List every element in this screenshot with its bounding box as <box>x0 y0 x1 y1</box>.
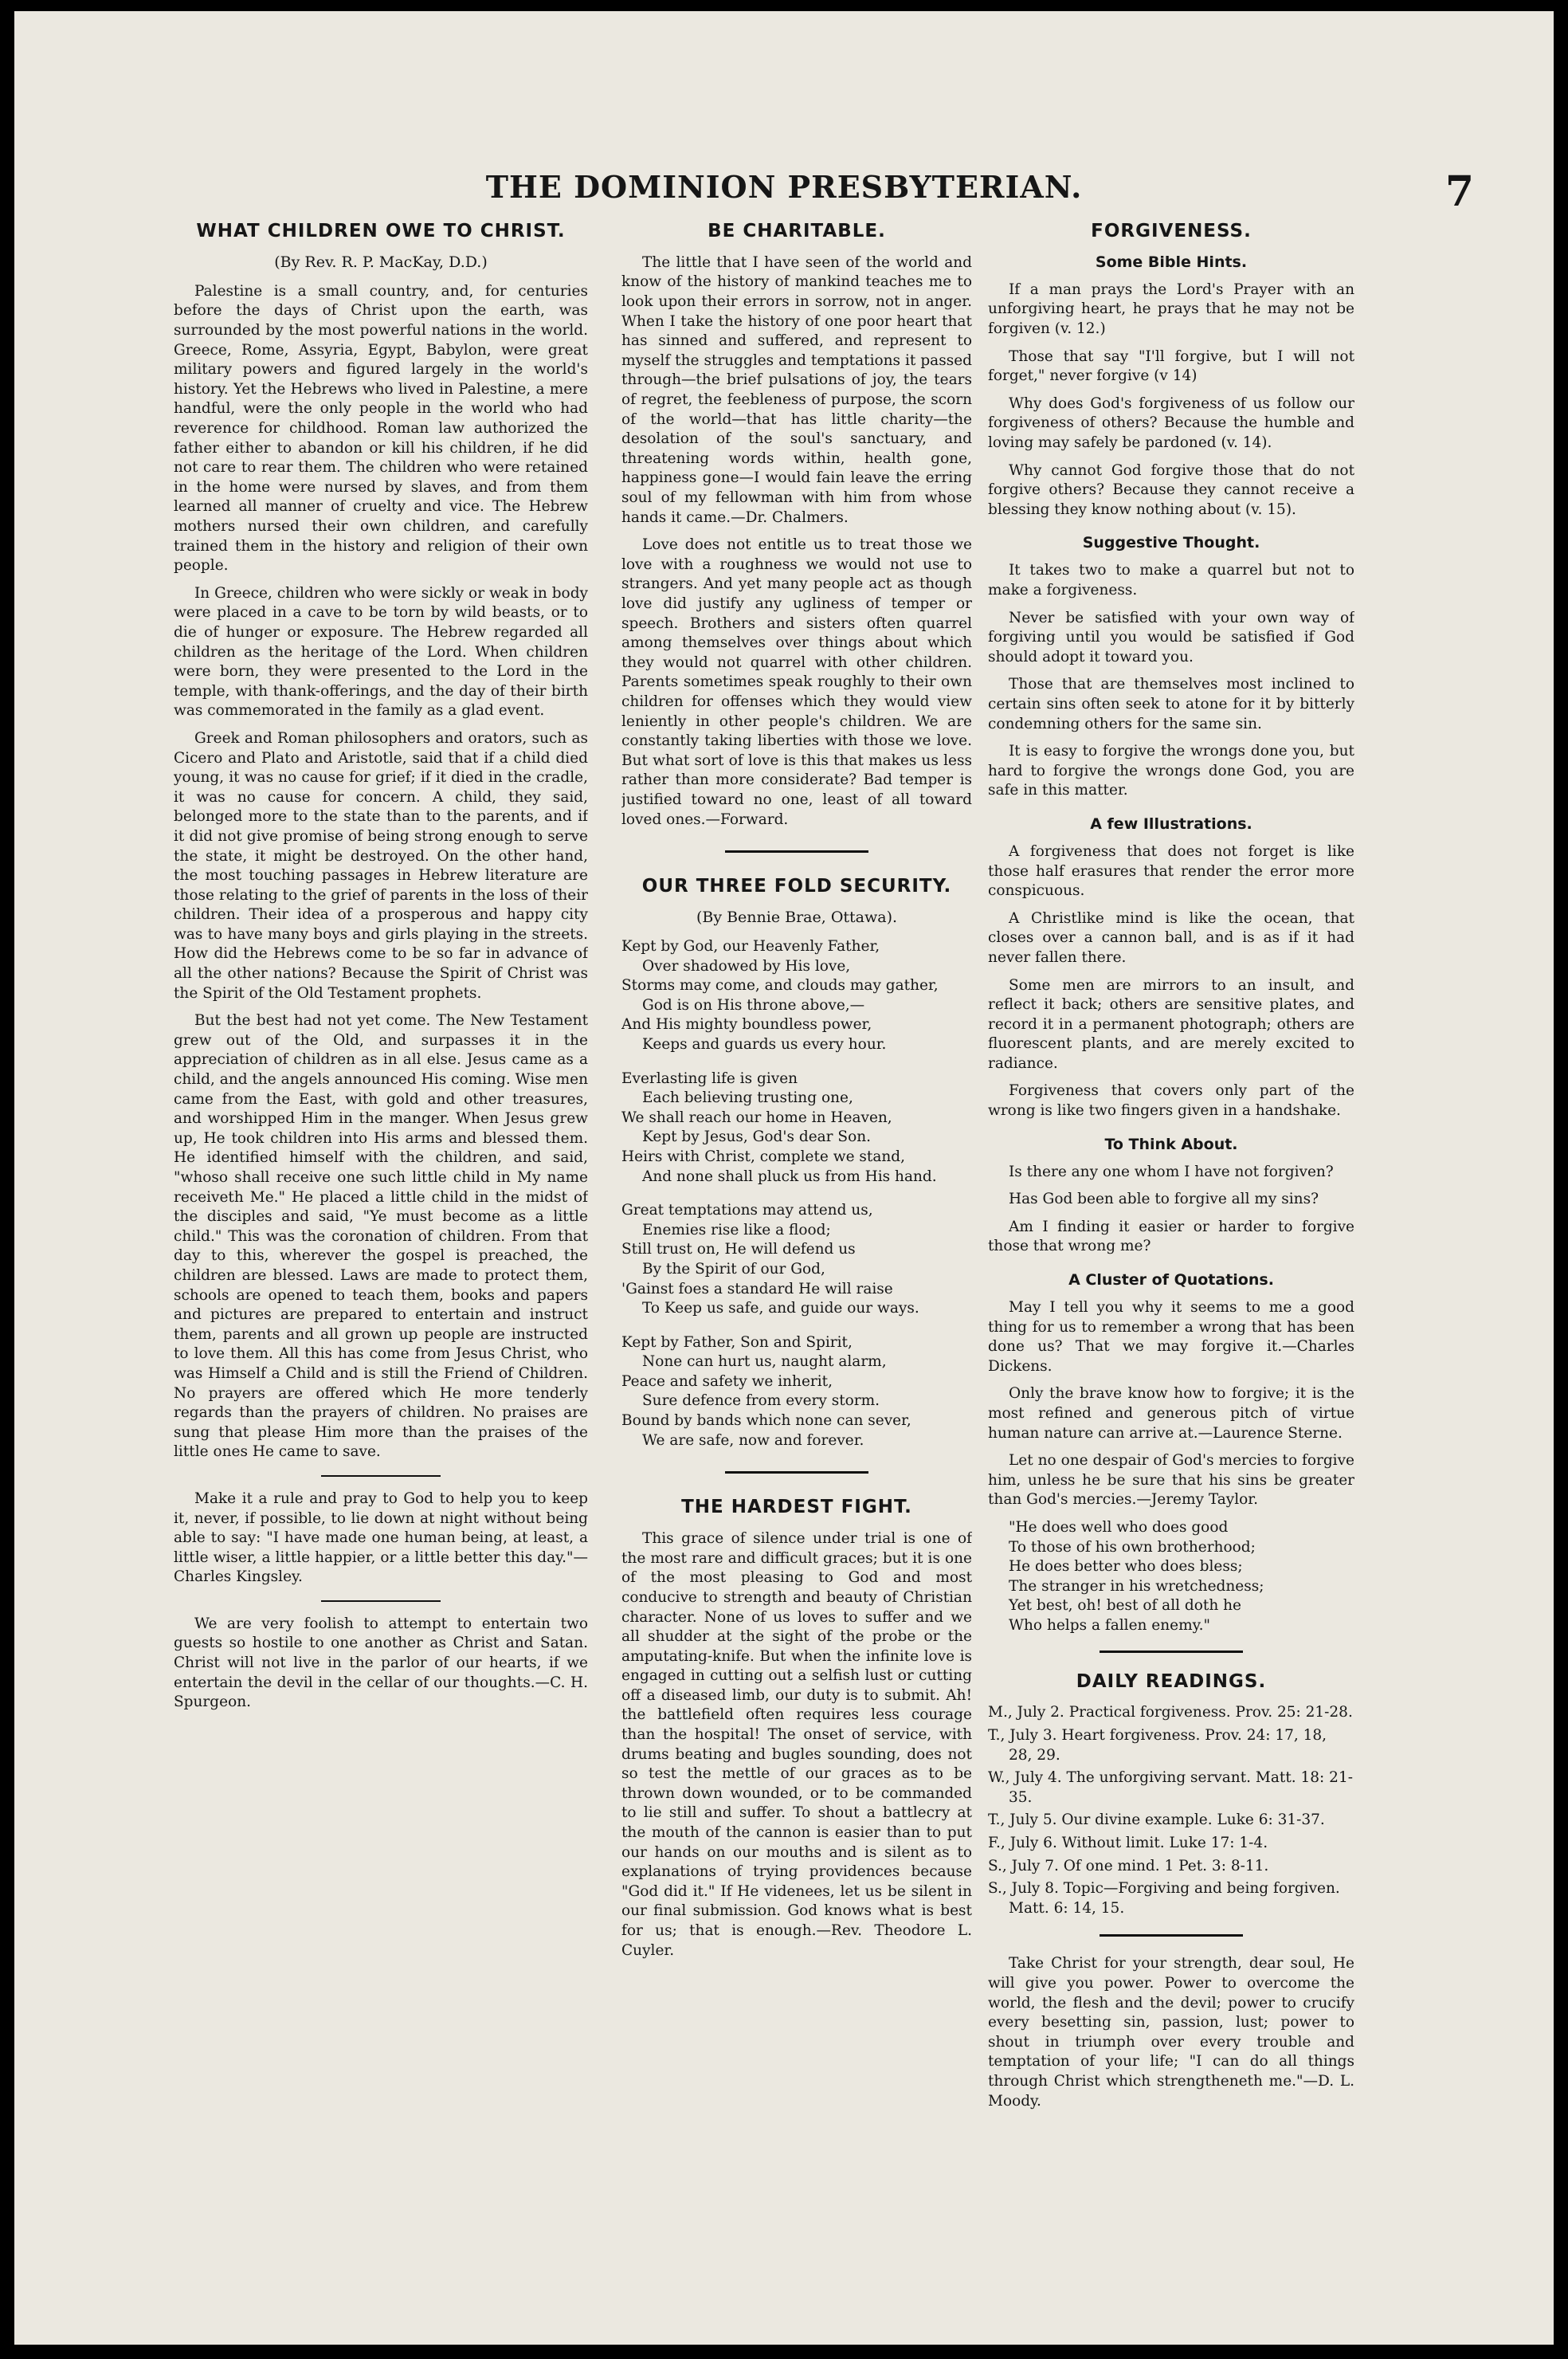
newspaper-page <box>14 11 1554 2345</box>
divider <box>725 1471 868 1474</box>
paragraph: Those that say "I'll forgive, but I will not forget," never forgive (v 14) <box>988 347 1354 385</box>
poem-line: Heirs with Christ, complete we stand, <box>621 1148 905 1165</box>
masthead: THE DOMINION PRESBYTERIAN. <box>485 169 1083 205</box>
reading-item: T., July 5. Our divine example. Luke 6: 31-37. <box>988 1811 1325 1829</box>
subheading-bible-hints: Some Bible Hints. <box>1095 253 1248 271</box>
verse-line: Who helps a fallen enemy." <box>1009 1616 1211 1634</box>
paragraph: Forgiveness that covers only part of the wrong is like two fingers given in a handshake. <box>988 1082 1354 1120</box>
verse-line: Yet best, oh! best of all doth he <box>1009 1597 1241 1615</box>
paragraph: A Christlike mind is like the ocean, that closes over a cannon ball, and is as if it had never fallen there. <box>988 909 1354 966</box>
paragraph: It takes two to make a quarrel but not to make a forgiveness. <box>988 562 1354 599</box>
poem-stanza <box>621 1070 972 1187</box>
poem-stanza <box>621 937 972 1055</box>
poem-title: OUR THREE FOLD SECURITY. <box>641 876 952 897</box>
poem-line: Bound by bands which none can sever, <box>621 1412 911 1430</box>
poem-stanza <box>621 1333 972 1451</box>
poem-line: Storms may come, and clouds may gather, <box>621 977 939 995</box>
poem-line: Everlasting life is given <box>621 1070 798 1087</box>
reading-item: W., July 4. The unforgiving servant. Matt. 18: 21-35. <box>988 1769 1353 1806</box>
paragraph: But the best had not yet come. The New Testament grew out of the Old, and surpasses it in the appreciation of children as in all else. Jesus came as a child, and the angels announced His coming. Wise men came from the East, with gold and other treasures, and worshipped Him in the manger. When Jesus grew up, He took children into His arms and blessed them. He identified himself with the children, and said, "whoso shall receive one such little child in My name receiveth Me." He placed a little child in the midst of the disciples and said, "Ye must become as a little child." This was the coronation of children. From that day to this, wherever the gospel is preached, the children are blessed. Laws are made to protect them, schools are opened to teach them, books and papers and pictures are prepared to entertain and instruct them, parents and all grown up people are instructed to love them. All this has come from Jesus Christ, who was Himself a Child and is still the Friend of Children. No prayers are offered which He more tenderly regards than the prayers of children. No praises are sung that please Him more than the praises of the little ones He came to save. <box>174 1012 588 1461</box>
poem-line: None can hurt us, naught alarm, <box>642 1353 887 1371</box>
divider <box>321 1600 441 1602</box>
poem-line: We are safe, now and forever. <box>642 1431 864 1449</box>
article-title-charitable: BE CHARITABLE. <box>708 221 886 241</box>
page-number: 7 <box>1445 167 1474 216</box>
paragraph: Let no one despair of God's mercies to forgive him, unless he be sure that his sins be greater than God's mercies.—Jeremy Taylor. <box>988 1452 1354 1509</box>
poem-line: Kept by Father, Son and Spirit, <box>621 1333 853 1351</box>
reading-item: T., July 3. Heart forgiveness. Prov. 24: 17, 18, 28, 29. <box>988 1727 1327 1764</box>
paragraph: If a man prays the Lord's Prayer with an unforgiving heart, he prays that he may not be forgiven (v. 12.) <box>988 281 1354 338</box>
poem-line: By the Spirit of our God, <box>642 1260 825 1278</box>
closing-quote-moody: Take Christ for your strength, dear soul, He will give you power. Power to overcome the world, the flesh and the devil; power to crucify every besetting sin, passion, lust; power to shout in triumph over every trouble and temptation of your life; "I can do all things through Christ which strengtheneth me."—D. L. Moody. <box>988 1955 1354 2110</box>
subheading-suggestive-thought: Suggestive Thought. <box>1082 534 1260 552</box>
paragraph: A forgiveness that does not forget is like those half erasures that render the error more conspicuous. <box>988 842 1354 900</box>
divider <box>321 1475 441 1477</box>
article-title-children: WHAT CHILDREN OWE TO CHRIST. <box>196 221 566 241</box>
poem-line: We shall reach our home in Heaven, <box>621 1109 892 1126</box>
byline-brae: (By Bennie Brae, Ottawa). <box>696 909 898 926</box>
paragraph: It is easy to forgive the wrongs done you, but hard to forgive the wrongs done God, you are safe in this matter. <box>988 743 1354 799</box>
quote-kingsley: Make it a rule and pray to God to help you to keep it, never, if possible, to lie down at night without being able to say: "I have made one human being, at least, a little wiser, a little happier, or a little better this day."—Charles Kingsley. <box>174 1490 588 1586</box>
paragraph: Never be satisfied with your own way of forgiving until you would be satisfied if God should adopt it toward you. <box>988 609 1354 665</box>
column-left <box>174 220 588 1721</box>
quote-spurgeon: We are very foolish to attempt to entertain two guests so hostile to one another as Christ and Satan. Christ will not live in the parlor of our hearts, if we entertain the devil in the cellar of our thoughts.—C. H. Spurgeon. <box>174 1615 588 1711</box>
poem-line: Enemies rise like a flood; <box>642 1221 831 1238</box>
paragraph: In Greece, children who were sickly or weak in body were placed in a cave to be torn by wild beasts, or to die of hunger or exposure. The Hebrew regarded all children as the heritage of the Lord. When children were born, they were presented to the Lord in the temple, with thank-offerings, and the day of their birth was commemorated in the family as a glad event. <box>174 584 588 720</box>
paragraph: Why does God's forgiveness of us follow our forgiveness of others? Because the humble and loving may safely be pardoned (v. 14). <box>988 394 1354 452</box>
article-title-hardest-fight: THE HARDEST FIGHT. <box>681 1497 912 1518</box>
verse-line: The stranger in his wretchedness; <box>1009 1577 1264 1595</box>
column-middle <box>621 220 972 1968</box>
verse-line: "He does well who does good <box>1009 1518 1229 1536</box>
reading-item: S., July 7. Of one mind. 1 Pet. 3: 8-11. <box>988 1857 1269 1874</box>
paragraph: Palestine is a small country, and, for centuries before the days of Christ upon the earth, was surrounded by the most powerful nations in the world. Greece, Rome, Assyria, Egypt, Babylon, were great military powers and figured largely in the world's history. Yet the Hebrews who lived in Palestine, a mere handful, were the only people in the world who had reverence for childhood. Roman law authorized the father either to abandon or kill his children, if he did not care to rear them. The children who were retained in the home were nursed by slaves, and from them learned all manner of cruelty and vice. The Hebrew mothers nursed their own children, and carefully trained them in the history and religion of their own people. <box>174 282 588 575</box>
poem-line: Kept by Jesus, God's dear Son. <box>642 1128 872 1146</box>
column-right <box>988 220 1354 2119</box>
poem-stanza <box>621 1201 972 1319</box>
divider <box>1100 1651 1243 1653</box>
poem-line: And none shall pluck us from His hand. <box>642 1168 937 1185</box>
paragraph: Some men are mirrors to an insult, and reflect it back; others are sensitive plates, and record it in a permanent photograph; others are fluorescent plants, and are merely excited to radiance. <box>988 976 1354 1072</box>
subheading-think-about: To Think About. <box>1104 1135 1238 1153</box>
poem-line: Sure defence from every storm. <box>642 1392 880 1410</box>
poem-line: To Keep us safe, and guide our ways. <box>642 1300 919 1317</box>
poem-line: 'Gainst foes a standard He will raise <box>621 1280 893 1297</box>
verse <box>988 1518 1354 1636</box>
subheading-quotations: A Cluster of Quotations. <box>1068 1271 1274 1289</box>
paragraph: Greek and Roman philosophers and orators, such as Cicero and Plato and Aristotle, said that if a child died young, it was no cause for grief; if it died in the cradle, it was no cause for concern. A child, they said, belonged more to the state than to the parents, and if it did not give promise of being strong enough to serve the state, it might be destroyed. On the other hand, the most touching passages in Hebrew literature are those relating to the grief of parents in the loss of their children. Their idea of a prosperous and happy city was to have many boys and girls playing in the streets. How did the Hebrews come to be so far in advance of all the other nations? Because the Spirit of Christ was the Spirit of the Old Testament prophets. <box>174 729 588 1002</box>
poem-line: Over shadowed by His love, <box>642 957 851 975</box>
article-title-daily-readings: DAILY READINGS. <box>1076 1670 1267 1692</box>
paragraph: Only the brave know how to forgive; it is the most refined and generous pitch of virtue human nature can arrive at.—Laurence Sterne. <box>988 1385 1354 1442</box>
poem-line: And His mighty boundless power, <box>621 1016 872 1034</box>
subheading-illustrations: A few Illustrations. <box>1090 814 1252 833</box>
divider <box>725 850 868 853</box>
paragraph: Those that are themselves most inclined to certain sins often seek to atone for it by bitterly condemning others for the same sin. <box>988 676 1354 732</box>
poem-line: Peace and safety we inherit, <box>621 1372 833 1390</box>
poem-line: Great temptations may attend us, <box>621 1202 873 1219</box>
divider <box>1100 1934 1243 1937</box>
byline-mackay: (By Rev. R. P. MacKay, D.D.) <box>274 253 488 271</box>
paragraph: Has God been able to forgive all my sins? <box>1009 1191 1319 1208</box>
reading-item: M., July 2. Practical forgiveness. Prov. 25: 21-28. <box>988 1704 1353 1721</box>
paragraph: Love does not entitle us to treat those we love with a roughness we would not use to strangers. And yet many people act as though love did justify any ugliness of temper or speech. Brothers and sisters often quarrel among themselves over things about which they would not quarrel with other children. Parents sometimes speak roughly to their own children for offenses which they would view leniently in other people's children. We are constantly taking liberties with those we love. But what sort of love is this that makes us less rather than more considerate? Bad temper is justified toward no one, least of all toward loved ones.—Forward. <box>621 536 972 828</box>
reading-item: F., July 6. Without limit. Luke 17: 1-4. <box>988 1835 1268 1851</box>
paragraph: Am I finding it easier or harder to forgive those that wrong me? <box>988 1218 1354 1255</box>
verse-line: He does better who does bless; <box>1009 1558 1243 1576</box>
paragraph: This grace of silence under trial is one of the most rare and difficult graces; but it is one of the most pleasing to God and most conducive to strength and beauty of Christian character. None of us loves to suffer and we all shudder at the sight of the probe or the amputating-knife. But when the infinite love is engaged in cutting out a selfish lust or cutting off a diseased limb, our duty is to submit. Ah! the battlefield often requires less courage than the hospital! The onset of service, with drums beating and bugles sounding, does not so test the mettle of our graces as to be thrown down wounded, or to be commanded to lie still and suffer. To shout a battlecry at the mouth of the cannon is easier than to put our hands on our mouths and is silent as to explanations of trying providences because "God did it." If He videnees, let us be silent in our final submission. God knows what is best for us; that is enough.—Rev. Theodore L. Cuyler. <box>621 1530 972 1959</box>
reading-item: S., July 8. Topic—Forgiving and being forgiven. Matt. 6: 14, 15. <box>988 1880 1340 1917</box>
paragraph: Why cannot God forgive those that do not forgive others? Because they cannot receive a blessing they know nothing about (v. 15). <box>988 461 1354 518</box>
verse-line: To those of his own brotherhood; <box>1009 1538 1256 1556</box>
poem-line: God is on His throne above,— <box>642 996 865 1014</box>
poem-line: Keeps and guards us every hour. <box>642 1035 887 1053</box>
paragraph: The little that I have seen of the world and know of the history of mankind teaches me to look upon their errors in sorrow, not in anger. When I take the history of one poor heart that has sinned and suffered, and represent to myself the struggles and temptations it passed through—the brief pulsations of joy, the tears of regret, the feebleness of purpose, the scorn of the world—that has little charity—the desolation of the soul's sanctuary, and threatening words within, health gone, happiness gone—I would fain leave the erring soul of my fellowman with him from whose hands it came.—Dr. Chalmers. <box>621 253 972 526</box>
article-title-forgiveness: FORGIVENESS. <box>1091 221 1252 241</box>
paragraph: Is there any one whom I have not forgiven? <box>1009 1163 1334 1180</box>
paragraph: May I tell you why it seems to me a good thing for us to remember a wrong that has been done us? That we may forgive it.—Charles Dickens. <box>988 1299 1354 1375</box>
poem-line: Kept by God, our Heavenly Father, <box>621 938 880 955</box>
poem-line: Still trust on, He will defend us <box>621 1241 856 1258</box>
poem-line: Each believing trusting one, <box>642 1089 853 1107</box>
